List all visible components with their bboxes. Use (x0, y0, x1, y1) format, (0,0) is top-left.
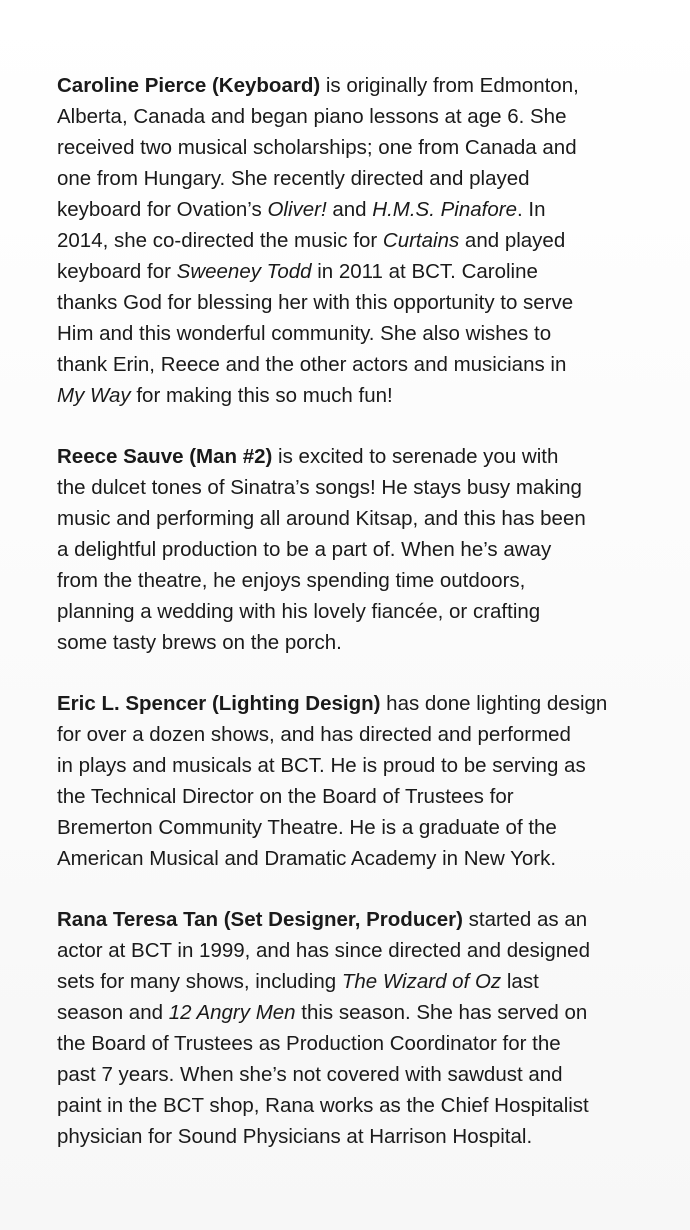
bio-text: this season. She has served on (295, 1001, 588, 1024)
bio-line (57, 287, 669, 318)
show-title: Curtains (382, 229, 460, 252)
show-title: 12 Angry Men (168, 1001, 296, 1024)
bio-line (57, 843, 669, 874)
bio-text: from the theatre, he enjoys spending time outdoors, (57, 569, 526, 592)
bio-text: planning a wedding with his lovely fiancée, or crafting (57, 600, 541, 623)
bio-text: past 7 years. When she’s not covered with sawdust and (57, 1063, 563, 1086)
bio-line (57, 1121, 669, 1152)
bio-text: actor at BCT in 1999, and has since directed and designed (57, 939, 590, 962)
bio-text: and played (459, 229, 566, 252)
bio-text: Bremerton Community Theatre. He is a graduate of the (57, 816, 557, 839)
bio-text: one from Hungary. She recently directed and played (57, 167, 530, 190)
bio-text: keyboard for (57, 260, 177, 283)
bio-text: . In (516, 198, 546, 221)
bio-line (57, 1090, 669, 1121)
bio-line (57, 719, 669, 750)
bio-text: some tasty brews on the porch. (57, 631, 342, 654)
bio-line (57, 503, 669, 534)
bio-text: in plays and musicals at BCT. He is proud to be serving as (57, 754, 586, 777)
bio-text: season and (57, 1001, 169, 1024)
bio-text: received two musical scholarships; one from Canada and (57, 136, 577, 159)
bio-line (57, 781, 669, 812)
bio-line (57, 194, 669, 225)
bio-text: for over a dozen shows, and has directed and performed (57, 723, 571, 746)
bio-line (57, 534, 669, 565)
bio-line (57, 318, 669, 349)
bio-text: the dulcet tones of Sinatra’s songs! He stays busy making (57, 476, 582, 499)
bio-line (57, 1028, 669, 1059)
bio-line (57, 688, 669, 719)
bio-line (57, 750, 669, 781)
show-title: H.M.S. Pinafore (372, 198, 517, 221)
bio-text: 2014, she co-directed the music for (57, 229, 383, 252)
bio-line (57, 1059, 669, 1090)
bio-paragraph (57, 441, 669, 658)
show-title: Oliver! (267, 198, 327, 221)
bio-line (57, 935, 669, 966)
bio-paragraph (57, 688, 669, 874)
bio-text: sets for many shows, including (57, 970, 342, 993)
bio-text: thank Erin, Reece and the other actors and musicians in (57, 353, 567, 376)
bio-name: Reece Sauve (Man #2) (57, 445, 273, 468)
bio-line (57, 997, 669, 1028)
bio-text: paint in the BCT shop, Rana works as the Chief Hospitalist (57, 1094, 589, 1117)
bio-text: in 2011 at BCT. Caroline (311, 260, 538, 283)
bio-text: and (326, 198, 373, 221)
bio-list (57, 70, 669, 1182)
bio-name: Caroline Pierce (Keyboard) (57, 74, 321, 97)
bio-line (57, 904, 669, 935)
bio-line (57, 163, 669, 194)
bio-line (57, 441, 669, 472)
show-title: Sweeney Todd (176, 260, 312, 283)
bio-text: Alberta, Canada and began piano lessons at age 6. She (57, 105, 567, 128)
bio-line (57, 380, 669, 411)
bio-text: American Musical and Dramatic Academy in New York. (57, 847, 557, 870)
bio-line (57, 256, 669, 287)
bio-line (57, 565, 669, 596)
bio-line (57, 225, 669, 256)
bio-line (57, 596, 669, 627)
bio-text: thanks God for blessing her with this opportunity to serve (57, 291, 574, 314)
bio-line (57, 627, 669, 658)
bio-line (57, 812, 669, 843)
bio-text: keyboard for Ovation’s (57, 198, 268, 221)
bio-paragraph (57, 70, 669, 411)
bio-line (57, 472, 669, 503)
bio-text: the Technical Director on the Board of Trustees for (57, 785, 514, 808)
bio-text: for making this so much fun! (130, 384, 393, 407)
bio-text: started as an (462, 908, 588, 931)
bio-line (57, 101, 669, 132)
bio-name: Eric L. Spencer (Lighting Design) (57, 692, 381, 715)
bio-text: music and performing all around Kitsap, and this has been (57, 507, 586, 530)
bio-text: has done lighting design (380, 692, 608, 715)
bio-text: last (501, 970, 539, 993)
show-title: My Way (57, 384, 131, 407)
bio-line (57, 70, 669, 101)
bio-line (57, 966, 669, 997)
bio-text: the Board of Trustees as Production Coordinator for the (57, 1032, 561, 1055)
bio-text: is excited to serenade you with (272, 445, 559, 468)
bio-text: a delightful production to be a part of. When he’s away (57, 538, 552, 561)
bio-line (57, 349, 669, 380)
bio-text: physician for Sound Physicians at Harrison Hospital. (57, 1125, 533, 1148)
bio-line (57, 132, 669, 163)
bio-text: Him and this wonderful community. She also wishes to (57, 322, 552, 345)
bio-paragraph (57, 904, 669, 1152)
show-title: The Wizard of Oz (341, 970, 502, 993)
bio-text: is originally from Edmonton, (320, 74, 579, 97)
bio-name: Rana Teresa Tan (Set Designer, Producer) (57, 908, 463, 931)
